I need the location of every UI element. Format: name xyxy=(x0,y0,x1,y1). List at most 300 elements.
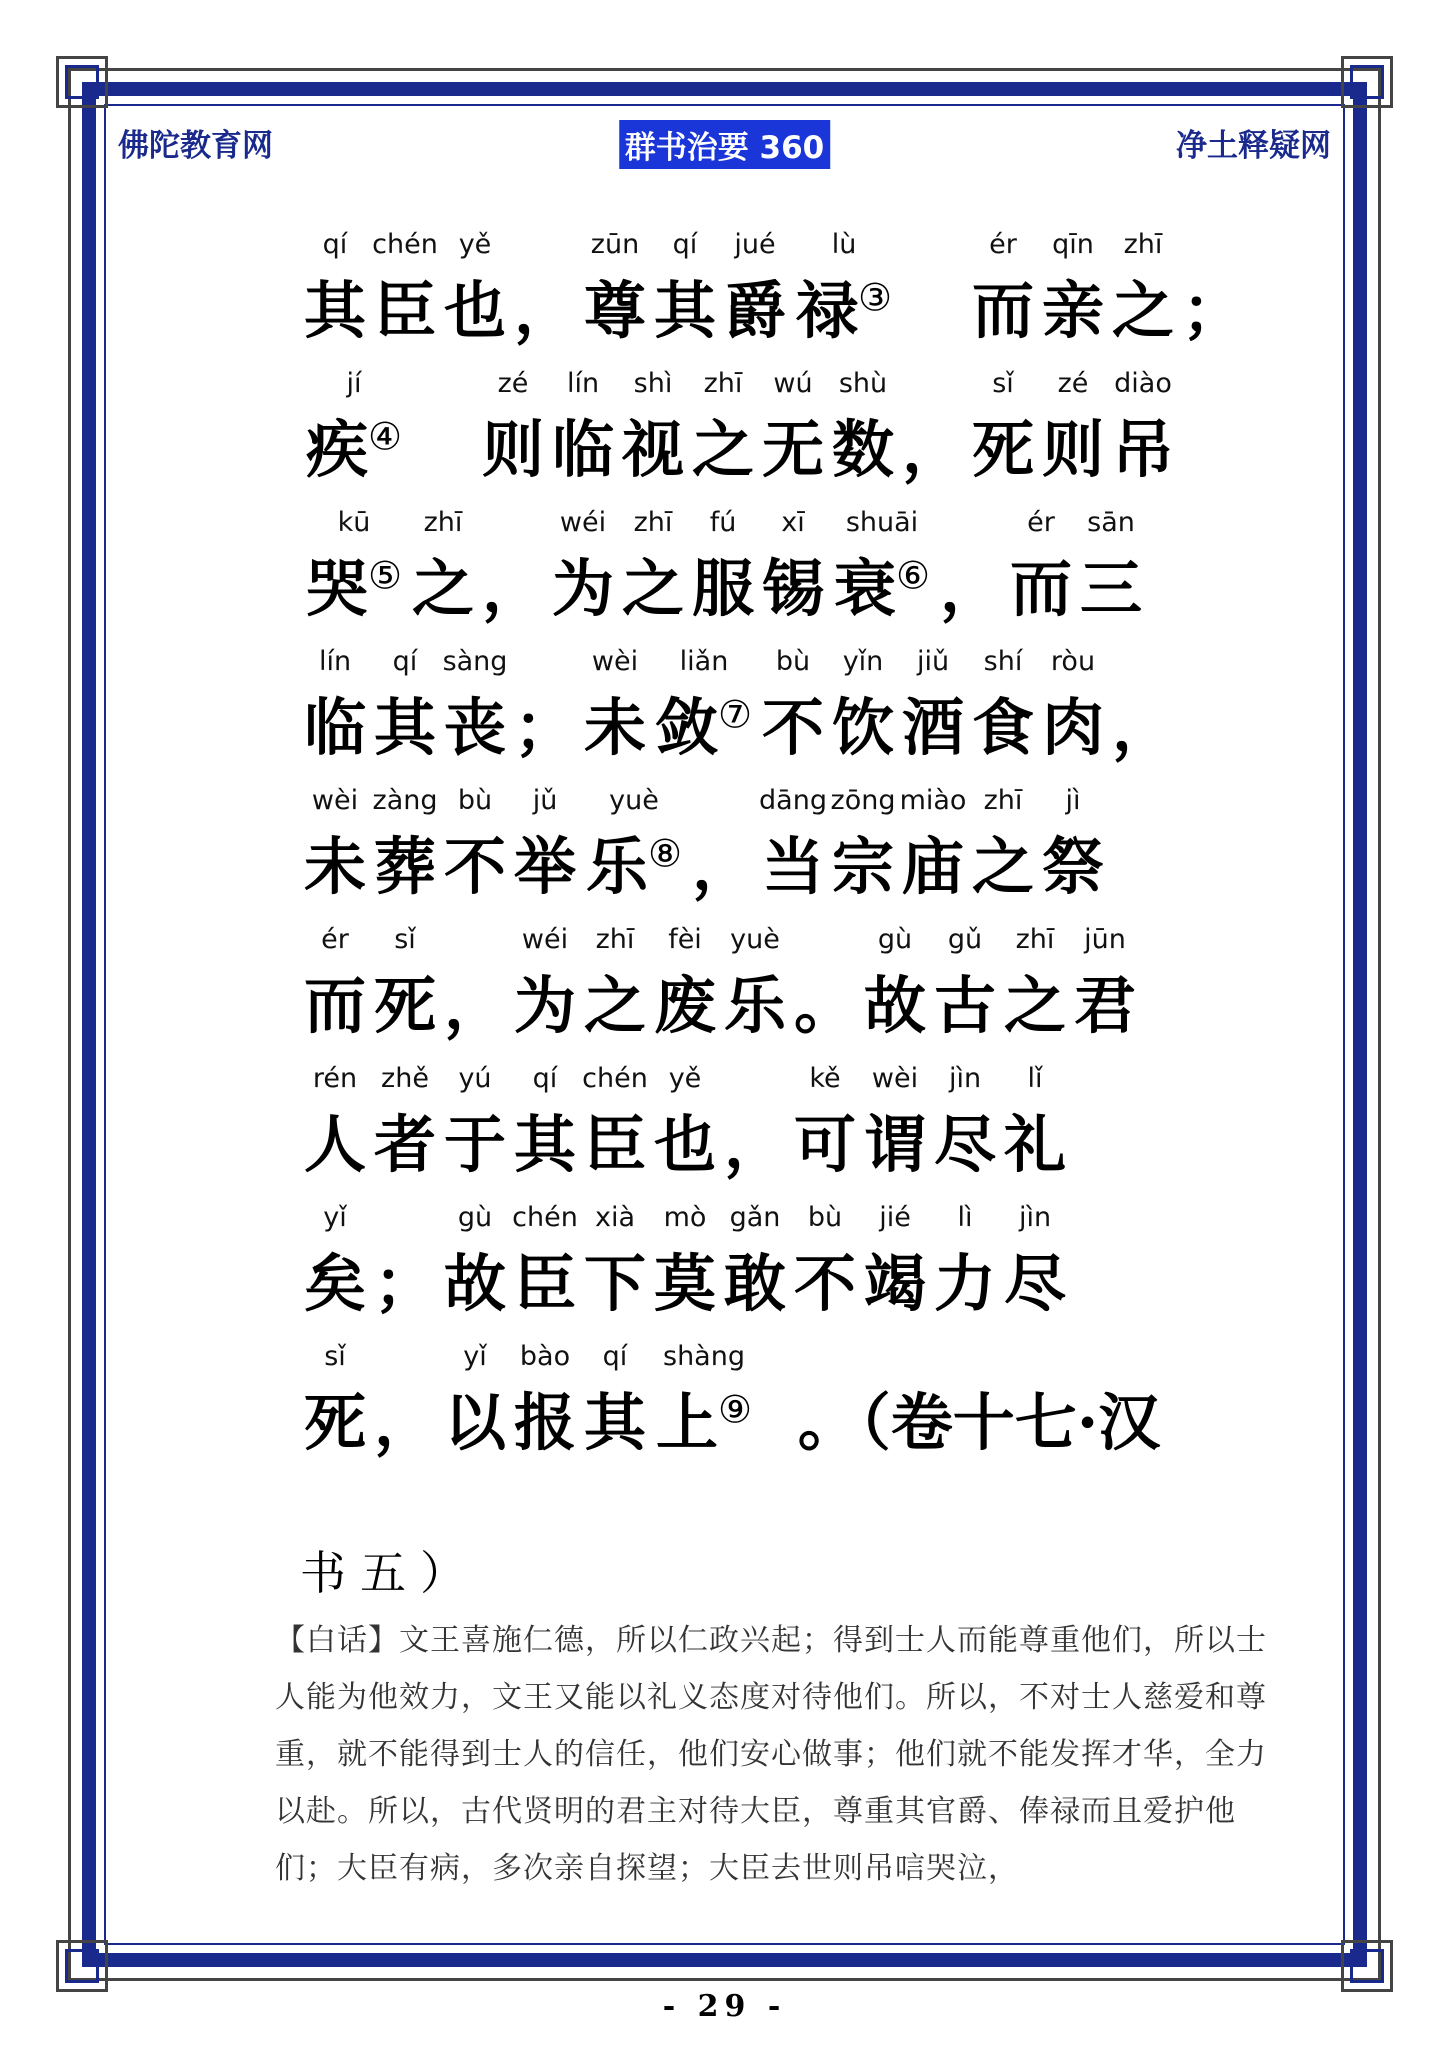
verse-char xyxy=(688,500,758,639)
verse-char xyxy=(898,639,968,778)
verse-char xyxy=(440,778,510,917)
hanzi: 死 xyxy=(971,413,1034,486)
verse-line xyxy=(300,917,1290,1056)
pinyin: jìn xyxy=(1018,1202,1052,1233)
verse-char xyxy=(440,1334,510,1473)
verse-line xyxy=(300,1334,1290,1473)
hanzi: 为 xyxy=(551,552,614,625)
verse-char xyxy=(650,222,720,361)
pinyin: xī xyxy=(781,507,805,538)
pinyin: gù xyxy=(877,924,913,955)
page-number: - 29 - xyxy=(662,1989,787,2024)
verse-char xyxy=(1070,917,1140,1056)
hanzi: 之 xyxy=(1111,274,1174,347)
hanzi: 故 xyxy=(443,1247,506,1320)
hanzi: 礼 xyxy=(1003,1108,1066,1181)
hanzi: 未 xyxy=(303,830,366,903)
pinyin: gǔ xyxy=(947,924,983,955)
verse-char xyxy=(930,1195,1000,1334)
hanzi: 临 xyxy=(551,413,614,486)
pinyin: yě xyxy=(668,1063,702,1094)
verse-char xyxy=(1000,917,1070,1056)
hanzi: 之 xyxy=(411,552,474,625)
verse-char xyxy=(720,917,790,1056)
verse-char xyxy=(300,1195,370,1334)
pinyin: kū xyxy=(337,507,371,538)
verse-char xyxy=(758,1334,1200,1473)
hanzi: 尽 xyxy=(1003,1247,1066,1320)
verse-char xyxy=(1038,639,1108,778)
hanzi: 肉 xyxy=(1041,691,1104,764)
pinyin: zé xyxy=(497,368,529,399)
pinyin: yuè xyxy=(730,924,780,955)
verse-char xyxy=(510,917,580,1056)
hanzi: 无 xyxy=(761,413,824,486)
verse-char xyxy=(580,917,650,1056)
hanzi: 临 xyxy=(303,691,366,764)
classical-verse xyxy=(300,222,1290,1473)
pinyin: bù xyxy=(807,1202,843,1233)
verse-char xyxy=(300,639,370,778)
verse-char xyxy=(408,361,478,500)
verse-char xyxy=(828,778,898,917)
hanzi: 而 xyxy=(303,969,366,1042)
verse-char xyxy=(370,917,440,1056)
pinyin: bù xyxy=(457,785,493,816)
pinyin: shù xyxy=(838,368,888,399)
pinyin: sǐ xyxy=(324,1341,346,1372)
hanzi: 故 xyxy=(863,969,926,1042)
pinyin: jué xyxy=(734,229,776,260)
pinyin: shuāi xyxy=(845,507,919,538)
verse-char xyxy=(1178,222,1248,361)
hanzi: 数 xyxy=(831,413,894,486)
hanzi: 也 xyxy=(443,274,506,347)
hanzi: 之 xyxy=(583,969,646,1042)
hanzi: 臣 xyxy=(373,274,436,347)
hanzi xyxy=(902,268,964,361)
verse-char xyxy=(300,778,370,917)
hanzi: 古 xyxy=(933,969,996,1042)
pinyin: jì xyxy=(1065,785,1081,816)
verse-char xyxy=(580,778,688,917)
pinyin: qí xyxy=(322,229,348,260)
hanzi: 食 xyxy=(971,691,1034,764)
pinyin: zhī xyxy=(595,924,635,955)
hanzi: 丧 xyxy=(443,691,506,764)
hanzi: 尊 xyxy=(583,274,646,347)
hanzi: 下 xyxy=(583,1247,646,1320)
verse-char xyxy=(1108,222,1178,361)
hanzi: 当 xyxy=(761,830,824,903)
verse-char xyxy=(580,639,650,778)
pinyin: zhī xyxy=(703,368,743,399)
verse-char xyxy=(580,1056,650,1195)
verse-char xyxy=(968,778,1038,917)
verse-char xyxy=(300,917,370,1056)
verse-char xyxy=(478,500,548,639)
hanzi: ； xyxy=(513,691,576,764)
verse-char xyxy=(860,1195,930,1334)
verse-char xyxy=(440,917,510,1056)
hanzi: 其 xyxy=(303,274,366,347)
pinyin: lín xyxy=(318,646,352,677)
verse-char xyxy=(930,1056,1000,1195)
pinyin: bào xyxy=(519,1341,571,1372)
pinyin: zhě xyxy=(381,1063,429,1094)
hanzi: 君 xyxy=(1073,969,1136,1042)
hanzi: 其 xyxy=(373,691,436,764)
verse-char xyxy=(370,1334,440,1473)
pinyin: jiǔ xyxy=(916,646,950,677)
hanzi: 竭 xyxy=(863,1247,926,1320)
pinyin: rén xyxy=(312,1063,358,1094)
verse-char xyxy=(860,1056,930,1195)
hanzi: 饮 xyxy=(831,691,894,764)
verse-char xyxy=(650,1195,720,1334)
pinyin: fèi xyxy=(668,924,702,955)
hanzi: 矣 xyxy=(303,1247,366,1320)
hanzi: ， xyxy=(373,1386,436,1459)
hanzi xyxy=(412,407,474,500)
hanzi: 禄③ xyxy=(795,274,893,347)
pinyin: wèi xyxy=(871,1063,919,1094)
verse-char xyxy=(300,361,408,500)
verse-char xyxy=(1038,222,1108,361)
hanzi: 酒 xyxy=(901,691,964,764)
hanzi: 死 xyxy=(303,1386,366,1459)
verse-line xyxy=(300,778,1290,917)
hanzi: 葬 xyxy=(373,830,436,903)
pinyin: zhī xyxy=(1015,924,1055,955)
hanzi: 力 xyxy=(933,1247,996,1320)
footnote-marker: ⑧ xyxy=(647,831,683,876)
pinyin: gù xyxy=(457,1202,493,1233)
footnote-marker: ③ xyxy=(857,275,893,320)
pinyin: sàng xyxy=(442,646,508,677)
hanzi: 。（卷十七·汉 xyxy=(797,1386,1161,1459)
pinyin: wèi xyxy=(591,646,639,677)
verse-char xyxy=(300,1056,370,1195)
verse-char xyxy=(1108,639,1178,778)
vernacular-paragraph: 【白话】文王喜施仁德，所以仁政兴起；得到士人而能尊重他们，所以士人能为他效力，文王又能以礼义态度对待他们。所以，不对士人慈爱和尊重，就不能得到士人的信任，他们安心做事；他们就不能发挥才华，全力以赴。所以，古代贤明的君主对待大臣，尊重其官爵、俸禄而且爱护他们；大臣有病，多次亲自探望；大臣去世则吊唁哭泣， xyxy=(275,1623,1267,1886)
hanzi: 为 xyxy=(513,969,576,1042)
hanzi: 亲 xyxy=(1041,274,1104,347)
verse-char xyxy=(828,500,936,639)
source-citation-tail: 书五） xyxy=(300,1546,480,1600)
pinyin: qīn xyxy=(1052,229,1094,260)
pinyin: xià xyxy=(594,1202,636,1233)
verse-line xyxy=(300,222,1290,361)
verse-line xyxy=(300,639,1290,778)
header-right-site: 净土释疑网 xyxy=(1176,128,1331,164)
footnote-marker: ⑥ xyxy=(895,553,931,598)
verse-char xyxy=(478,361,548,500)
verse-char xyxy=(1038,778,1108,917)
hanzi: 爵 xyxy=(723,274,786,347)
verse-char xyxy=(1108,361,1178,500)
verse-char xyxy=(790,222,898,361)
hanzi: 疾④ xyxy=(305,413,403,486)
pinyin: chén xyxy=(372,229,438,260)
verse-char xyxy=(688,778,758,917)
verse-char xyxy=(370,1195,440,1334)
frame-corner-ornament xyxy=(56,56,108,108)
pinyin: lǐ xyxy=(1027,1063,1043,1094)
hanzi: 尽 xyxy=(933,1108,996,1181)
pinyin: wéi xyxy=(559,507,607,538)
verse-char xyxy=(758,500,828,639)
verse-char xyxy=(758,639,828,778)
verse-char xyxy=(898,778,968,917)
hanzi: 人 xyxy=(303,1108,366,1181)
pinyin: zhī xyxy=(633,507,673,538)
verse-char xyxy=(930,917,1000,1056)
pinyin: bù xyxy=(775,646,811,677)
hanzi: 报 xyxy=(513,1386,576,1459)
verse-char xyxy=(650,639,758,778)
footnote-marker: ⑤ xyxy=(367,553,403,598)
hanzi: 其 xyxy=(653,274,716,347)
hanzi: 吊 xyxy=(1111,413,1174,486)
pinyin: yú xyxy=(458,1063,492,1094)
hanzi: ， xyxy=(723,1108,786,1181)
verse-char xyxy=(548,500,618,639)
pinyin: jǔ xyxy=(532,785,558,816)
pinyin: gǎn xyxy=(729,1202,781,1233)
hanzi: 莫 xyxy=(653,1247,716,1320)
verse-char xyxy=(790,1195,860,1334)
verse-char xyxy=(650,1334,758,1473)
hanzi: 者 xyxy=(373,1108,436,1181)
pinyin: wèi xyxy=(311,785,359,816)
pinyin: ér xyxy=(989,229,1017,260)
pinyin: lù xyxy=(831,229,857,260)
pinyin: zhī xyxy=(1123,229,1163,260)
hanzi: 庙 xyxy=(901,830,964,903)
verse-char xyxy=(720,222,790,361)
hanzi: 服 xyxy=(691,552,754,625)
hanzi: ， xyxy=(939,552,1002,625)
pinyin: shàng xyxy=(663,1341,745,1372)
verse-char xyxy=(720,1195,790,1334)
hanzi: 以 xyxy=(443,1386,506,1459)
hanzi: 宗 xyxy=(831,830,894,903)
hanzi: 祭 xyxy=(1041,830,1104,903)
pinyin: yǐ xyxy=(463,1341,487,1372)
verse-char xyxy=(650,917,720,1056)
verse-char xyxy=(510,1056,580,1195)
hanzi: ， xyxy=(901,413,964,486)
verse-char xyxy=(580,1195,650,1334)
verse-char xyxy=(1076,500,1146,639)
verse-char xyxy=(300,1334,370,1473)
pinyin: liǎn xyxy=(679,646,729,677)
verse-char xyxy=(968,639,1038,778)
pinyin: zhī xyxy=(983,785,1023,816)
pinyin: chén xyxy=(582,1063,648,1094)
verse-char xyxy=(510,222,580,361)
pinyin: zōng xyxy=(830,785,896,816)
verse-char xyxy=(510,639,580,778)
hanzi: 乐⑧ xyxy=(585,830,683,903)
pinyin: kě xyxy=(809,1063,841,1094)
frame-corner-ornament xyxy=(1341,1940,1393,1992)
verse-line xyxy=(300,500,1290,639)
verse-char xyxy=(790,917,860,1056)
hanzi: 不 xyxy=(761,691,824,764)
hanzi: 于 xyxy=(443,1108,506,1181)
hanzi: ， xyxy=(443,969,506,1042)
verse-char xyxy=(968,222,1038,361)
pinyin: zūn xyxy=(590,229,640,260)
footnote-marker: ④ xyxy=(367,414,403,459)
hanzi: ， xyxy=(481,552,544,625)
pinyin: qí xyxy=(672,229,698,260)
hanzi: 未 xyxy=(583,691,646,764)
pinyin: ér xyxy=(1027,507,1055,538)
pinyin: ér xyxy=(321,924,349,955)
hanzi: ； xyxy=(373,1247,436,1320)
pinyin: zé xyxy=(1057,368,1089,399)
footnote-marker: ⑦ xyxy=(717,692,753,737)
verse-char xyxy=(790,1056,860,1195)
frame-corner-ornament xyxy=(1341,56,1393,108)
hanzi: 则 xyxy=(481,413,544,486)
pinyin: lì xyxy=(957,1202,973,1233)
pinyin: yuè xyxy=(609,785,659,816)
hanzi: ； xyxy=(1181,274,1244,347)
verse-char xyxy=(1038,361,1108,500)
pinyin: yǐ xyxy=(323,1202,347,1233)
header-book-title: 群书治要 360 xyxy=(619,120,831,169)
pinyin: fú xyxy=(709,507,737,538)
hanzi: 上⑨ xyxy=(655,1386,753,1459)
verse-line xyxy=(300,361,1290,500)
verse-char xyxy=(408,500,478,639)
header-left-site: 佛陀教育网 xyxy=(118,128,273,164)
pinyin: shì xyxy=(633,368,673,399)
pinyin: sǐ xyxy=(992,368,1014,399)
hanzi: 锡 xyxy=(761,552,824,625)
verse-char xyxy=(370,222,440,361)
verse-char xyxy=(1000,1195,1070,1334)
verse-char xyxy=(968,361,1038,500)
verse-char xyxy=(1000,1056,1070,1195)
pinyin: lín xyxy=(566,368,600,399)
verse-char xyxy=(510,1195,580,1334)
hanzi: 不 xyxy=(443,830,506,903)
pinyin: jìn xyxy=(948,1063,982,1094)
pinyin: jí xyxy=(346,368,362,399)
frame-corner-ornament xyxy=(56,1940,108,1992)
hanzi: 可 xyxy=(793,1108,856,1181)
pinyin: qí xyxy=(392,646,418,677)
hanzi: 之 xyxy=(971,830,1034,903)
verse-char xyxy=(370,778,440,917)
verse-char xyxy=(300,222,370,361)
pinyin: qí xyxy=(602,1341,628,1372)
hanzi: 举 xyxy=(513,830,576,903)
hanzi: 之 xyxy=(1003,969,1066,1042)
verse-char xyxy=(828,361,898,500)
verse-char xyxy=(370,1056,440,1195)
hanzi: 三 xyxy=(1079,552,1142,625)
hanzi: 视 xyxy=(621,413,684,486)
hanzi: ， xyxy=(513,274,576,347)
hanzi: 死 xyxy=(373,969,436,1042)
hanzi: 衰⑥ xyxy=(833,552,931,625)
hanzi: 臣 xyxy=(583,1108,646,1181)
hanzi: 而 xyxy=(1009,552,1072,625)
verse-char xyxy=(440,1056,510,1195)
pinyin: diào xyxy=(1114,368,1172,399)
pinyin: dāng xyxy=(759,785,827,816)
pinyin: yǐn xyxy=(842,646,884,677)
hanzi: 哭⑤ xyxy=(305,552,403,625)
pinyin: zàng xyxy=(372,785,438,816)
verse-char xyxy=(580,222,650,361)
verse-char xyxy=(618,361,688,500)
footnote-marker: ⑨ xyxy=(717,1387,753,1432)
verse-char xyxy=(370,639,440,778)
pinyin: jūn xyxy=(1084,924,1126,955)
hanzi: 。 xyxy=(793,969,856,1042)
verse-char xyxy=(440,639,510,778)
pinyin: jié xyxy=(879,1202,911,1233)
hanzi: ， xyxy=(691,830,754,903)
hanzi: 而 xyxy=(971,274,1034,347)
pinyin: shí xyxy=(983,646,1023,677)
verse-char xyxy=(898,361,968,500)
verse-char xyxy=(860,917,930,1056)
hanzi: 之 xyxy=(691,413,754,486)
verse-char xyxy=(580,1334,650,1473)
verse-line xyxy=(300,1056,1290,1195)
hanzi: 乐 xyxy=(723,969,786,1042)
hanzi: 敢 xyxy=(723,1247,786,1320)
hanzi: 敛⑦ xyxy=(655,691,753,764)
hanzi: 其 xyxy=(513,1108,576,1181)
verse-char xyxy=(720,1056,790,1195)
pinyin: miào xyxy=(899,785,967,816)
verse-char xyxy=(300,500,408,639)
pinyin: wú xyxy=(773,368,813,399)
verse-char xyxy=(828,639,898,778)
verse-char xyxy=(548,361,618,500)
pinyin: sān xyxy=(1087,507,1135,538)
verse-char xyxy=(758,778,828,917)
verse-char xyxy=(440,222,510,361)
hanzi: 也 xyxy=(653,1108,716,1181)
pinyin: ròu xyxy=(1050,646,1096,677)
pinyin: chén xyxy=(512,1202,578,1233)
verse-char xyxy=(510,1334,580,1473)
hanzi: 不 xyxy=(793,1247,856,1320)
hanzi: 之 xyxy=(621,552,684,625)
hanzi: 其 xyxy=(583,1386,646,1459)
verse-char xyxy=(650,1056,720,1195)
hanzi: 谓 xyxy=(863,1108,926,1181)
verse-line xyxy=(300,1195,1290,1334)
verse-char xyxy=(510,778,580,917)
pinyin: wéi xyxy=(521,924,569,955)
hanzi: 则 xyxy=(1041,413,1104,486)
pinyin: yě xyxy=(458,229,492,260)
pinyin: zhī xyxy=(423,507,463,538)
verse-char xyxy=(618,500,688,639)
verse-char xyxy=(898,222,968,361)
